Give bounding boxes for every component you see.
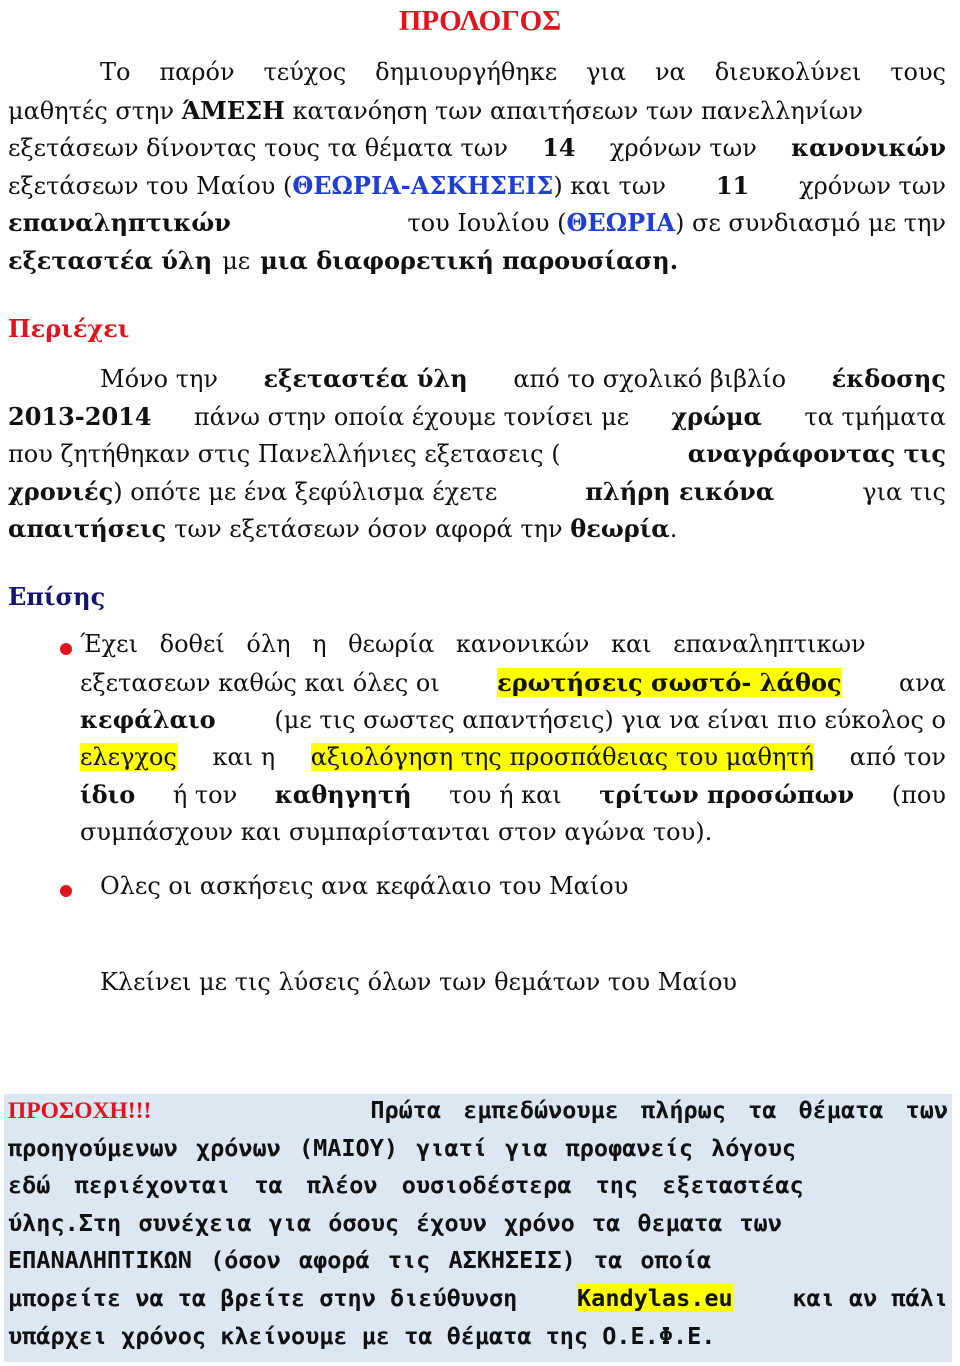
text: και η [212,742,276,771]
closing-text-line [100,968,960,1006]
word: τεύχος [263,58,347,86]
contains-line-4 [8,473,946,511]
emphasis: κεφάλαιο [80,705,216,735]
intro-line-2 [8,92,946,130]
intro-line-5 [8,204,946,242]
word: για [586,58,627,86]
emphasis: ίδιο [80,780,136,810]
text: (που [891,781,946,810]
text: ) οπότε με ένα ξεφύλισμα έχετε [113,477,498,506]
text: από το σχολικό βιβλίο [513,365,787,393]
text: κατανόηση των απαιτήσεων των πανελληνίων [292,96,863,125]
text: χρόνων των [609,134,757,163]
text: μαθητές στην [8,96,175,125]
contains-line-2 [8,398,946,436]
emphasis: ΆΜΕΣΗ [181,95,285,125]
emphasis: τρίτων προσώπων [599,780,855,810]
emphasis: χρονιές [8,476,114,506]
emphasis: εξεταστέα ύλη [8,245,213,275]
intro-line-3 [8,129,946,167]
emphasis: 14 [542,133,576,163]
word: Το [100,58,131,86]
text: ανα [898,668,946,697]
word: δημιουργήθηκε [375,58,558,86]
emphasis: καθηγητή [274,780,412,810]
emphasis: απαιτήσεις [8,514,167,544]
note-line-1 [8,1096,948,1134]
emphasis: μια διαφορετική παρουσίαση. [260,245,679,275]
text: συμπάσχουν και συμπαρίστανται στον αγώνα του). [80,817,713,846]
bullet1-line-1 [80,630,946,668]
note-line-6 [8,1284,948,1322]
bullet-icon [60,885,72,897]
emphasis: εξεταστέα ύλη [263,364,468,393]
text: εξετάσεων δίνοντας τους τα θέματα των [8,134,508,163]
text: για τις [862,477,946,506]
text: τα τμήματα [804,402,946,431]
word: παρόν [159,58,235,86]
emphasis: 2013-2014 [8,401,152,431]
emphasis: επαναληπτικών [8,208,231,238]
text: ΕΠΑΝΑΛΗΠΤΙΚΩΝ (όσον αφορά τις ΑΣΚΗΣΕΙΣ) τα οποία [8,1246,712,1275]
note-line-5 [8,1246,948,1284]
bullet-item-theory [80,630,946,856]
page-title: ΠΡΟΛΟΓΟΣ [398,5,562,37]
text: ή τον [172,781,238,810]
contains-paragraph [8,360,946,548]
note-line-3 [8,1171,948,1209]
text: του ή και [449,781,562,810]
text: ύλης.Στη συνέχεια για όσους έχουν χρόνο τα θεματα των [8,1208,782,1237]
text: εξετάσεων του Μαίου ( [8,171,293,200]
highlight-text: ερωτήσεις σωστό- λάθος [497,667,842,697]
note-line-7 [8,1322,948,1360]
emphasis: χρώμα [671,401,763,431]
bullet1-line-2 [80,668,946,706]
emphasis: πλήρη εικόνα [585,476,775,506]
text: (με τις σωστες απαντήσεις) για να είναι πιο εύκολος ο [274,706,946,735]
text: προηγούμενων χρόνων (ΜΑΙΟΥ) γιατί για προφανείς λόγους [8,1133,797,1162]
contains-heading: Περιέχει [8,314,130,343]
word: να [654,58,686,86]
text: μπορείτε να τα βρείτε στην διεύθυνση [8,1283,518,1312]
bullet1-line-6 [80,818,946,856]
emphasis: ΘΕΩΡΙΑ [566,208,675,238]
contains-line-5 [8,510,946,548]
text: των εξετάσεων όσον αφορά την [174,515,563,544]
emphasis: ΘΕΩΡΙΑ-ΑΣΚΗΣΕΙΣ [292,170,554,200]
text: από τον [849,742,946,771]
emphasis: έκδοσης [831,364,946,393]
intro-line-1 [8,54,946,92]
text: Κλείνει με τις λύσεις όλων των θεμάτων του Μαίου [100,968,738,996]
bullet1-line-5 [80,780,946,818]
text: . [669,515,678,544]
attention-label: ΠΡΟΣΟΧΗ!!! [8,1098,152,1124]
text: ) και των [553,171,667,200]
text: Έχει δοθεί όλη η θεωρία κανονικών και επαναληπτικων [80,630,866,658]
text: πάνω στην οποία έχουμε τονίσει με [193,402,630,431]
website-link[interactable]: Kandylas.eu [577,1283,733,1312]
text: εξετασεων καθώς και όλες οι [80,668,440,697]
contains-line-3 [8,435,946,473]
bullet1-line-3 [80,705,946,743]
highlight-text: ελεγχος [80,742,177,771]
intro-line-6 [8,242,946,280]
bullet1-line-4 [80,743,946,781]
bullet-item-exercises [80,872,946,910]
text: Μόνο την [100,365,218,393]
bullet2-line [80,872,946,910]
intro-paragraph [8,54,946,280]
text: που ζητήθηκαν στις Πανελλήνιες εξετασεις ( [8,440,561,469]
text: ) σε συνδιασμό με την [674,209,946,238]
bullet-icon [60,643,72,655]
intro-line-4 [8,167,946,205]
word: διευκολύνει [714,58,862,86]
text: υπάρχει χρόνος κλείνουμε με τα θέματα της Ο.Ε.Φ.Ε. [8,1321,716,1350]
attention-note [4,1094,952,1362]
note-line-4 [8,1209,948,1247]
also-heading: Επίσης [8,582,106,611]
text: Πρώτα εμπεδώνουμε πλήρως τα θέματα των [370,1096,948,1124]
text: χρόνων των [799,171,946,200]
text: Ολες οι ασκήσεις ανα κεφάλαιο του Μαίου [100,872,629,900]
text: και αν πάλι [792,1283,948,1312]
highlight-text: αξιολόγηση της προσπάθειας του μαθητή [310,742,814,771]
text: με [222,246,251,275]
word: τους [890,58,946,86]
note-line-2 [8,1134,948,1172]
emphasis: 11 [715,170,750,200]
contains-line-1 [8,360,946,398]
emphasis: θεωρία [570,514,670,544]
text: εδώ περιέχονται τα πλέον ουσιοδέστερα της εξεταστέας [8,1171,804,1200]
emphasis: αναγράφοντας τις [687,439,946,469]
closing-line [100,968,960,1006]
text: του Ιουλίου ( [407,209,567,238]
emphasis: κανονικών [791,133,946,163]
